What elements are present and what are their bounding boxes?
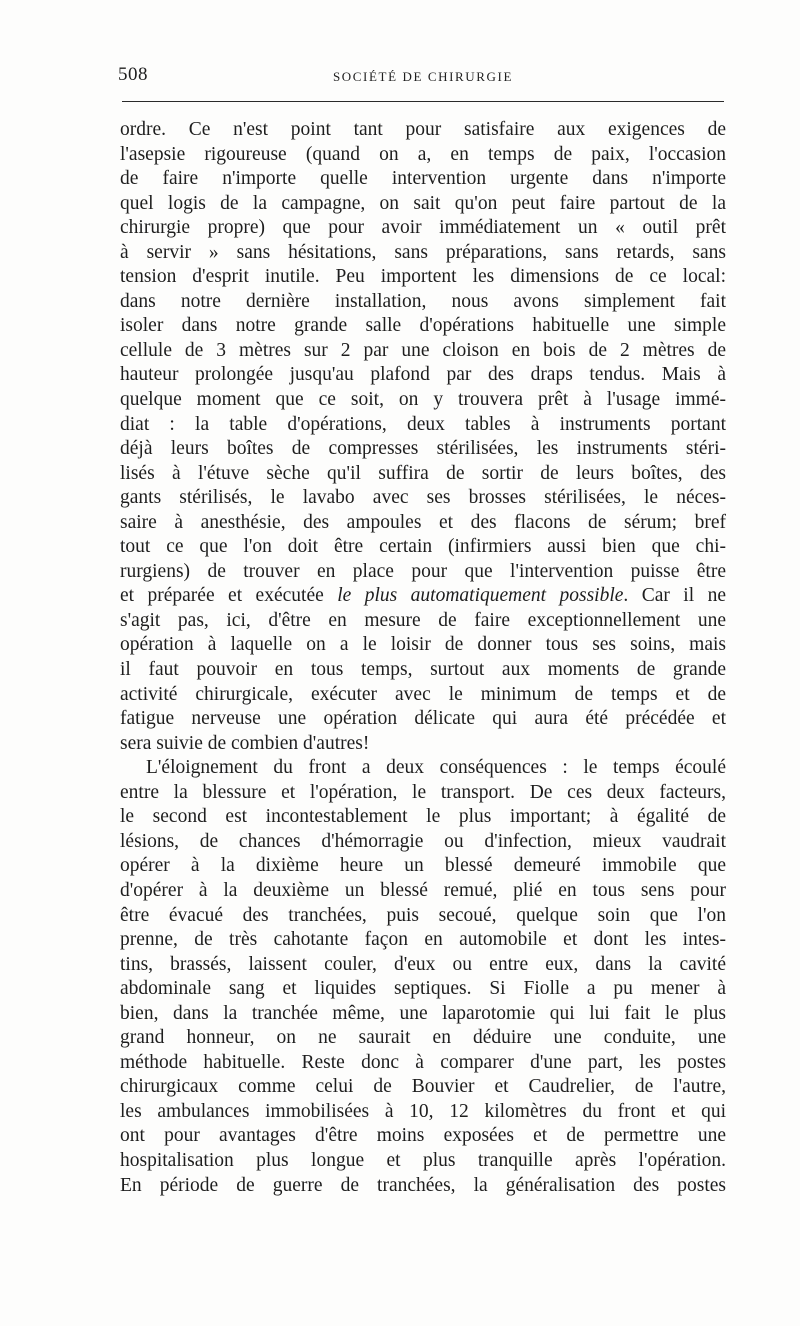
text-line: bien, dans la tranchée même, une laparotomie qui lui fait le plus xyxy=(120,1002,726,1024)
text-line: les ambulances immobilisées à 10, 12 kilomètres du front et qui xyxy=(120,1100,726,1122)
text-line: chirurgicaux comme celui de Bouvier et Caudrelier, de l'autre, xyxy=(120,1076,726,1098)
text-line: lésions, de chances d'hémorragie ou d'infection, mieux vaudrait xyxy=(120,830,726,852)
paragraph-2 xyxy=(120,756,726,1198)
text-line-with-emphasis xyxy=(120,584,726,609)
text-line: cellule de 3 mètres sur 2 par une cloison en bois de 2 mètres de xyxy=(120,339,726,361)
text-line: déjà leurs boîtes de compresses stérilisées, les instruments stéri- xyxy=(120,438,726,460)
text-line: hospitalisation plus longue et plus tranquille après l'opération. xyxy=(120,1149,726,1171)
body-text xyxy=(120,118,726,1198)
text-line: quel logis de la campagne, on sait qu'on peut faire partout de la xyxy=(120,192,726,214)
text-line: opérer à la dixième heure un blessé demeuré immobile que xyxy=(120,855,726,877)
text-line: chirurgie propre) que pour avoir immédiatement un « outil prêt xyxy=(120,217,726,239)
text-line: saire à anesthésie, des ampoules et des flacons de sérum; bref xyxy=(120,511,726,533)
running-head: SOCIÉTÉ DE CHIRURGIE xyxy=(332,69,514,84)
text-line: lisés à l'étuve sèche qu'il suffira de sortir de leurs boîtes, des xyxy=(120,462,726,484)
text-line: à servir » sans hésitations, sans préparations, sans retards, sans xyxy=(120,241,726,263)
text-line: hauteur prolongée jusqu'au plafond par des draps tendus. Mais à xyxy=(120,364,726,386)
text-line: L'éloignement du front a deux conséquences : le temps écoulé xyxy=(146,757,726,779)
text-line: de faire n'importe quelle intervention urgente dans n'importe xyxy=(120,168,726,190)
paragraph-1 xyxy=(120,118,726,756)
text-line: l'asepsie rigoureuse (quand on a, en temps de paix, l'occasion xyxy=(120,143,726,165)
text-line: abdominale sang et liquides septiques. Si Fiolle a pu mener à xyxy=(120,978,726,1000)
page-number: 508 xyxy=(118,64,148,85)
text-line: activité chirurgicale, exécuter avec le minimum de temps et de xyxy=(120,683,726,705)
text-line: méthode habituelle. Reste donc à comparer d'une part, les postes xyxy=(120,1051,726,1073)
header-divider xyxy=(122,101,724,102)
text-line: gants stérilisés, le lavabo avec ses brosses stérilisées, le néces- xyxy=(120,487,726,509)
text-line: fatigue nerveuse une opération délicate qui aura été précédée et xyxy=(120,708,726,730)
text-line: tins, brassés, laissent couler, d'eux ou entre eux, dans la cavité xyxy=(120,953,726,975)
text-line: En période de guerre de tranchées, la généralisation des postes xyxy=(120,1174,726,1196)
text-line: ont pour avantages d'être moins exposées et de permettre une xyxy=(120,1125,726,1147)
text-line: grand honneur, on ne saurait en déduire une conduite, une xyxy=(120,1027,726,1049)
text-line: être évacué des tranchées, puis secoué, quelque soin que l'on xyxy=(120,904,726,926)
text-line: il faut pouvoir en tous temps, surtout aux moments de grande xyxy=(120,659,726,681)
text-line: s'agit pas, ici, d'être en mesure de faire exceptionnellement une xyxy=(120,609,726,631)
text-line: prenne, de très cahotante façon en automobile et dont les intes- xyxy=(120,929,726,951)
text-segment: et préparée et exécutée xyxy=(120,585,338,607)
text-line: entre la blessure et l'opération, le transport. De ces deux facteurs, xyxy=(120,781,726,803)
text-line: quelque moment que ce soit, on y trouvera prêt à l'usage immé- xyxy=(120,389,726,411)
emphasized-text: le plus automatiquement possible xyxy=(337,585,624,607)
text-line: diat : la table d'opérations, deux tables à instruments portant xyxy=(120,413,726,435)
text-line: tension d'esprit inutile. Peu importent les dimensions de ce local: xyxy=(120,266,726,288)
text-line: rurgiens) de trouver en place pour que l'intervention puisse être xyxy=(120,560,726,582)
text-line: le second est incontestablement le plus important; à égalité de xyxy=(120,806,726,828)
text-line: isoler dans notre grande salle d'opérations habituelle une simple xyxy=(120,315,726,337)
text-line: tout ce que l'on doit être certain (infirmiers aussi bien que chi- xyxy=(120,536,726,558)
text-line: ordre. Ce n'est point tant pour satisfaire aux exigences de xyxy=(120,119,726,140)
text-line: opération à laquelle on a le loisir de donner tous ses soins, mais xyxy=(120,634,726,656)
text-line: d'opérer à la deuxième un blessé remué, plié en tous sens pour xyxy=(120,879,726,901)
text-segment: . Car il ne xyxy=(623,585,726,607)
page-header xyxy=(118,64,728,94)
text-line: sera suivie de combien d'autres! xyxy=(120,732,370,754)
text-line: dans notre dernière installation, nous avons simplement fait xyxy=(120,290,726,312)
